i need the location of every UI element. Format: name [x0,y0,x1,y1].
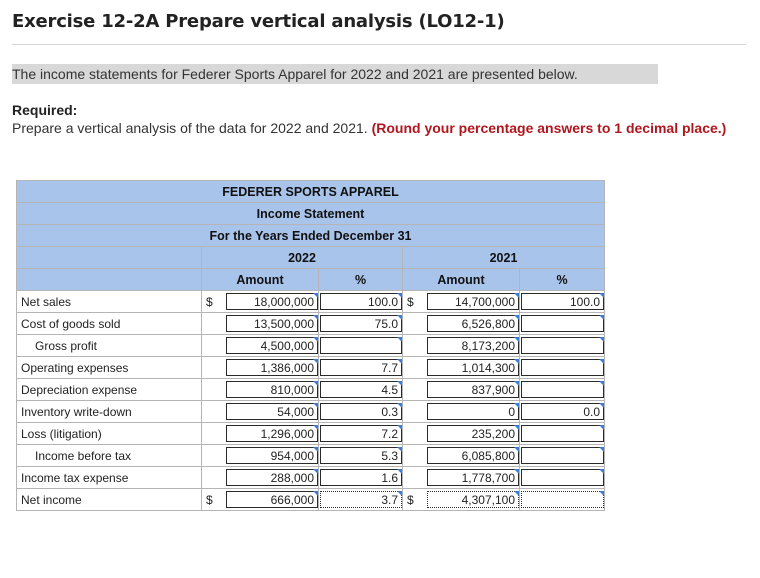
percent-2021-header: % [520,269,605,291]
percent-2022-input[interactable]: 5.3 [320,447,402,464]
table-row [17,335,605,357]
amount-2021-input[interactable]: 4,307,100 [427,491,520,508]
currency-2021 [403,313,426,335]
currency-2021 [403,357,426,379]
row-label: Loss (litigation) [17,423,202,445]
required-heading: Required: [12,102,78,118]
amount-2022-input[interactable]: 13,500,000 [226,315,319,332]
currency-2022 [202,467,225,489]
row-label: Inventory write-down [17,401,202,423]
required-instructions [12,119,752,137]
percent-2022-header: % [319,269,403,291]
table-row [17,313,605,335]
currency-2021 [403,379,426,401]
percent-2022-input[interactable]: 7.2 [320,425,402,442]
year-2022-header: 2022 [202,247,403,269]
header-blank [17,247,202,269]
currency-2021 [403,423,426,445]
percent-2022-input[interactable] [320,337,402,354]
currency-2021 [403,401,426,423]
statement-period: For the Years Ended December 31 [17,225,605,247]
table-row [17,401,605,423]
rounding-note: (Round your percentage answers to 1 decimal place.) [371,120,727,136]
amount-2022-input[interactable]: 666,000 [226,491,319,508]
amount-2022-input[interactable]: 1,386,000 [226,359,319,376]
table-row [17,467,605,489]
amount-2022-input[interactable]: 4,500,000 [226,337,319,354]
percent-2021-input[interactable] [521,491,604,508]
percent-2021-input[interactable] [521,469,604,486]
row-label: Income before tax [17,445,202,467]
table-row [17,445,605,467]
currency-2022 [202,401,225,423]
amount-2022-input[interactable]: 54,000 [226,403,319,420]
amount-2021-input[interactable]: 14,700,000 [427,293,520,310]
currency-2021 [403,467,426,489]
currency-2022 [202,313,225,335]
percent-2022-input[interactable]: 100.0 [320,293,402,310]
income-statement-table [16,180,605,511]
amount-2021-input[interactable]: 837,900 [427,381,520,398]
currency-2021 [403,335,426,357]
percent-2022-input[interactable]: 4.5 [320,381,402,398]
amount-2022-input[interactable]: 288,000 [226,469,319,486]
table-row [17,489,605,511]
currency-2022 [202,357,225,379]
amount-2022-input[interactable]: 18,000,000 [226,293,319,310]
percent-2022-input[interactable]: 3.7 [320,491,402,508]
percent-2021-input[interactable] [521,381,604,398]
percent-2021-input[interactable]: 100.0 [521,293,604,310]
percent-2021-input[interactable] [521,315,604,332]
statement-name: Income Statement [17,203,605,225]
amount-2021-header: Amount [403,269,520,291]
amount-2022-header: Amount [202,269,319,291]
amount-2021-input[interactable]: 6,526,800 [427,315,520,332]
amount-2021-input[interactable]: 1,778,700 [427,469,520,486]
table-row [17,423,605,445]
currency-2021 [403,445,426,467]
year-2021-header: 2021 [403,247,605,269]
row-label: Income tax expense [17,467,202,489]
amount-2022-input[interactable]: 1,296,000 [226,425,319,442]
amount-2021-input[interactable]: 0 [427,403,520,420]
percent-2021-input[interactable] [521,337,604,354]
row-label: Operating expenses [17,357,202,379]
percent-2021-input[interactable] [521,447,604,464]
currency-2022 [202,445,225,467]
page-title: Exercise 12-2A Prepare vertical analysis (LO12-1) [12,11,505,32]
percent-2021-input[interactable] [521,359,604,376]
percent-2022-input[interactable]: 7.7 [320,359,402,376]
currency-2021: $ [403,291,426,313]
currency-2021: $ [403,489,426,511]
currency-2022 [202,423,225,445]
percent-2022-input[interactable]: 75.0 [320,315,402,332]
percent-2021-input[interactable] [521,425,604,442]
percent-2021-input[interactable]: 0.0 [521,403,604,420]
table-row [17,357,605,379]
title-divider [12,44,746,45]
row-label: Cost of goods sold [17,313,202,335]
currency-2022 [202,335,225,357]
row-label: Depreciation expense [17,379,202,401]
amount-2021-input[interactable]: 6,085,800 [427,447,520,464]
table-row [17,291,605,313]
currency-2022 [202,379,225,401]
amount-2021-input[interactable]: 8,173,200 [427,337,520,354]
header-blank [17,269,202,291]
row-label: Net income [17,489,202,511]
company-name: FEDERER SPORTS APPAREL [17,181,605,203]
percent-2022-input[interactable]: 1.6 [320,469,402,486]
table-row [17,379,605,401]
currency-2022: $ [202,489,225,511]
amount-2021-input[interactable]: 1,014,300 [427,359,520,376]
amount-2022-input[interactable]: 810,000 [226,381,319,398]
intro-text: The income statements for Federer Sports Apparel for 2022 and 2021 are presented below. [12,64,658,84]
amount-2022-input[interactable]: 954,000 [226,447,319,464]
row-label: Net sales [17,291,202,313]
statement-rows [17,291,605,511]
percent-2022-input[interactable]: 0.3 [320,403,402,420]
required-text: Prepare a vertical analysis of the data for 2022 and 2021. [12,120,368,136]
currency-2022: $ [202,291,225,313]
amount-2021-input[interactable]: 235,200 [427,425,520,442]
row-label: Gross profit [17,335,202,357]
